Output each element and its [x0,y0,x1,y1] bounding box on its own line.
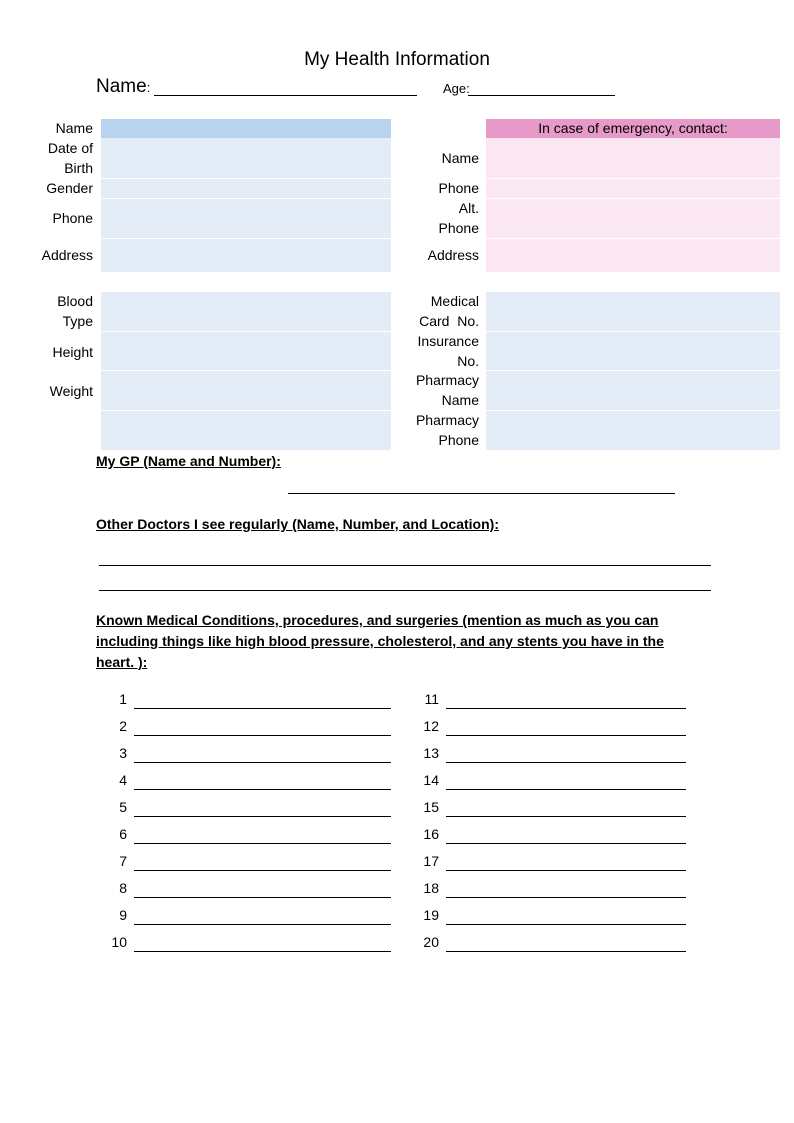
label-pharmacy-phone-1: Pharmacy [415,412,479,428]
condition-number: 17 [423,853,439,869]
condition-line[interactable] [134,735,391,736]
condition-line[interactable] [134,789,391,790]
other-doctors-line-1[interactable] [99,565,711,566]
row-divider [101,410,391,411]
condition-line[interactable] [134,897,391,898]
row-divider [486,410,780,411]
condition-number: 19 [423,907,439,923]
condition-line[interactable] [134,924,391,925]
row-divider [486,178,780,179]
conditions-heading-line-2: including things like high blood pressure, cholesterol, and any stents you have in the [96,633,664,649]
condition-number: 8 [119,880,127,896]
condition-number: 10 [111,934,127,950]
condition-number: 18 [423,880,439,896]
row-divider [101,198,391,199]
other-doctors-line-2[interactable] [99,590,711,591]
label-height: Height [52,344,93,360]
label-dob-1: Date of [47,140,93,156]
label-card-2: Card No. [419,313,479,329]
condition-number: 20 [423,934,439,950]
other-doctors-heading: Other Doctors I see regularly (Name, Number, and Location): [96,516,499,532]
label-insurance-1: Insurance [417,333,479,349]
condition-number: 1 [119,691,127,707]
condition-line[interactable] [134,816,391,817]
label-phone: Phone [52,210,93,226]
condition-number: 4 [119,772,127,788]
condition-line[interactable] [446,924,686,925]
insurance-fields-bg[interactable] [486,292,780,450]
condition-line[interactable] [446,951,686,952]
emergency-heading: In case of emergency, contact: [486,119,780,138]
condition-line[interactable] [446,897,686,898]
condition-line[interactable] [134,762,391,763]
label-card-1: Medical [430,293,479,309]
emergency-fields-bg[interactable] [486,138,780,272]
condition-number: 5 [119,799,127,815]
condition-line[interactable] [134,951,391,952]
condition-number: 9 [119,907,127,923]
gp-heading: My GP (Name and Number): [96,453,281,469]
condition-line[interactable] [446,735,686,736]
label-pharmacy-name-2: Name [441,392,479,408]
label-name: Name [55,120,93,136]
condition-line[interactable] [446,762,686,763]
condition-number: 13 [423,745,439,761]
condition-number: 6 [119,826,127,842]
condition-line[interactable] [446,843,686,844]
header-name-label: Name: [96,76,151,97]
condition-number: 12 [423,718,439,734]
condition-number: 3 [119,745,127,761]
label-blood-2: Type [62,313,93,329]
conditions-heading-line-1: Known Medical Conditions, procedures, and surgeries (mention as much as you can [96,612,659,628]
condition-number: 16 [423,826,439,842]
label-emergency-address: Address [427,247,479,263]
condition-number: 11 [424,691,439,707]
condition-line[interactable] [446,816,686,817]
personal-fields-bg [101,138,391,272]
label-emergency-phone: Phone [438,180,479,196]
condition-number: 14 [423,772,439,788]
label-emergency-alt-1: Alt. [458,200,479,216]
condition-number: 15 [423,799,439,815]
name-field[interactable] [101,119,391,138]
condition-line[interactable] [446,708,686,709]
row-divider [486,198,780,199]
row-divider [101,178,391,179]
condition-line[interactable] [446,789,686,790]
row-divider [101,238,391,239]
condition-line[interactable] [134,870,391,871]
page-title: My Health Information [304,49,490,70]
row-divider [486,370,780,371]
conditions-heading-line-3: heart. ): [96,654,148,670]
gp-line[interactable] [288,493,675,494]
label-emergency-name: Name [441,150,479,166]
row-divider [101,370,391,371]
label-emergency-alt-2: Phone [438,220,479,236]
row-divider [486,238,780,239]
header-age-line[interactable] [468,95,615,96]
label-dob-2: Birth [64,160,93,176]
label-gender: Gender [46,180,93,196]
label-pharmacy-phone-2: Phone [438,432,479,448]
condition-number: 2 [119,718,127,734]
label-insurance-2: No. [457,353,479,369]
label-weight: Weight [49,383,93,399]
medical-fields-bg[interactable] [101,292,391,450]
condition-line[interactable] [446,870,686,871]
row-divider [486,331,780,332]
condition-line[interactable] [134,708,391,709]
label-pharmacy-name-1: Pharmacy [415,372,479,388]
row-divider [101,331,391,332]
condition-line[interactable] [134,843,391,844]
label-address: Address [41,247,93,263]
header-age-label: Age: [443,81,470,96]
label-blood-1: Blood [57,293,93,309]
header-name-line[interactable] [154,95,417,96]
condition-number: 7 [119,853,127,869]
